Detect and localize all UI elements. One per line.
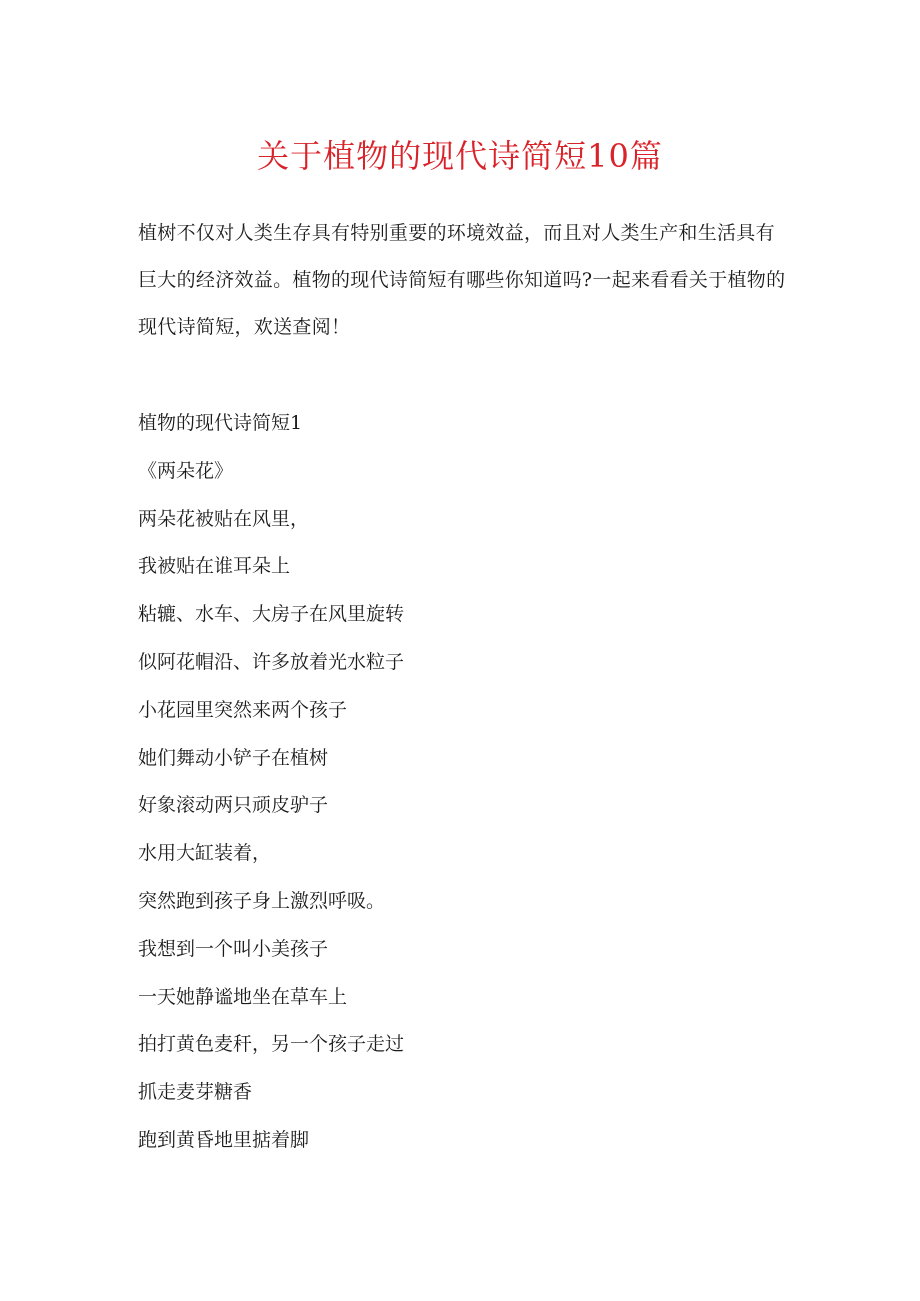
poem-title: 《两朵花》 bbox=[138, 459, 234, 482]
poem-line: 小花园里突然来两个孩子 bbox=[138, 698, 348, 721]
poem-line: 突然跑到孩子身上激烈呼吸。 bbox=[138, 889, 386, 912]
poem-line: 我被贴在谁耳朵上 bbox=[138, 555, 291, 578]
poem-line: 她们舞动小铲子在植树 bbox=[138, 746, 329, 769]
poem-line: 两朵花被贴在风里， bbox=[138, 507, 310, 530]
poem-body bbox=[138, 400, 788, 1165]
poem-line: 水用大缸装着， bbox=[138, 842, 272, 865]
poem-section-heading: 植物的现代诗简短1 bbox=[138, 412, 303, 434]
document-title: 关于植物的现代诗简短10篇 bbox=[257, 137, 663, 175]
poem-line: 拍打黄色麦秆，另一个孩子走过 bbox=[138, 1033, 405, 1056]
poem-line: 跑到黄昏地里掂着脚 bbox=[138, 1128, 310, 1151]
intro-paragraph: 植树不仅对人类生存具有特别重要的环境效益，而且对人类生产和生活具有巨大的经济效益。植物的现代诗简短有哪些你知道吗?一起来看看关于植物的现代诗简短，欢送查阅！ bbox=[138, 222, 786, 338]
poem-line: 我想到一个叫小美孩子 bbox=[138, 937, 329, 960]
poem-line: 抓走麦芽糖香 bbox=[138, 1081, 253, 1104]
poem-line: 似阿花帽沿、许多放着光水粒子 bbox=[138, 650, 405, 673]
poem-line: 好象滚动两只顽皮驴子 bbox=[138, 794, 329, 817]
poem-line: 粘辘、水车、大房子在风里旋转 bbox=[138, 603, 405, 626]
poem-line: 一天她静谧地坐在草车上 bbox=[138, 985, 348, 1008]
